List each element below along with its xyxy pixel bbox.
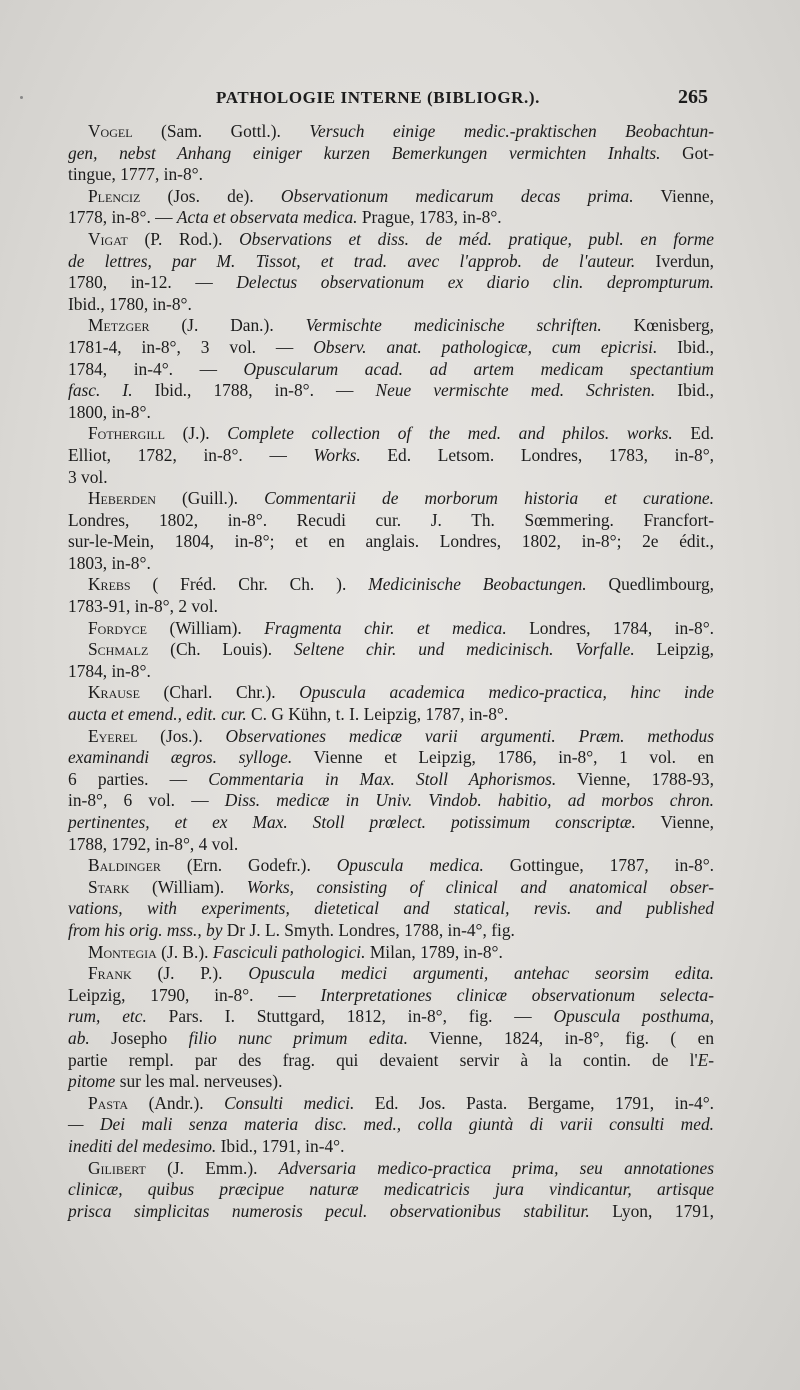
text-segment: Vienne, 1788-93, [556,768,714,789]
text-segment: Vienne, 1824, in-8°, fig. ( en [407,1027,715,1048]
text-line [68,726,714,748]
text-segment: C. G Kühn, t. I. Leipzig, 1787, in-8°. [246,704,509,725]
work-title: Observations et diss. de méd. pratique, publ. en forme [239,228,714,249]
text-line [68,229,714,251]
text-segment: (J. B.). [156,941,213,962]
work-title: from his orig. mss., by [68,919,223,940]
work-title: Opuscula academica medico-practica, hinc inde [299,682,714,703]
text-segment: Elliot, 1782, in-8°. — [68,444,314,465]
work-title: Commentarii de morborum historia et curatione. [264,488,714,509]
author-name: Heberden [88,488,156,509]
text-line [68,1093,714,1115]
text-line [68,186,714,208]
work-title: de lettres, par M. Tissot, et trad. avec l'approb. de l'auteur. [68,250,636,271]
text-segment: Pars. I. Stuttgard, 1812, in-8°, fig. — [146,1006,554,1027]
text-segment: (Jos. de). [140,185,281,206]
text-line [68,315,714,337]
work-title: fasc. I. [68,380,133,401]
work-title: Observationum medicarum decas prima. [280,185,634,206]
text-line [68,488,714,510]
text-line [68,574,714,596]
text-line [68,942,714,964]
text-segment: ( Fréd. Chr. Ch. ). [130,574,369,595]
text-segment: Ed. Jos. Pasta. Bergame, 1791, in-4°. [354,1092,714,1113]
text-segment: Vienne, [633,185,714,206]
work-title: Adversaria medico-practica prima, seu annotationes [278,1157,714,1178]
text-segment: Ibid., [655,380,714,401]
text-segment: (William). [129,876,247,897]
text-line [68,1201,714,1223]
text-segment: Quedlimbourg, [586,574,715,595]
work-title: Commentaria in Max. Stoll Aphorismos. [208,768,557,789]
text-line [68,898,714,920]
text-line [68,855,714,877]
text-segment: (Charl. Chr.). [139,682,300,703]
text-segment: sur les mal. nerveuses). [115,1071,283,1092]
work-title: Fragmenta chir. et medica. [264,617,507,638]
author-name: Fordyce [88,617,148,638]
work-title: Opuscula posthuma, [553,1006,714,1027]
text-segment: Vienne, [635,812,715,832]
text-segment: 1784, in-8°. [68,660,151,681]
text-segment: Leipzig, 1790, in-8°. — [68,984,321,1005]
text-segment: Londres, 1784, in-8°. [506,617,715,638]
text-line [68,877,714,899]
work-title: Opuscula medica. [336,855,484,876]
author-name: Baldinger [88,855,161,876]
work-title: prisca simplicitas numerosis pecul. observationibus stabilitur. [68,1200,590,1221]
text-segment: Ibid., 1780, in-8°. [68,293,192,314]
text-line [68,596,714,618]
text-segment: 6 parties. — [68,768,209,789]
text-line [68,337,714,359]
text-line [68,380,714,402]
work-title: E- [697,1049,714,1070]
author-name: Gilibert [88,1157,146,1178]
running-header [0,86,800,116]
text-segment: 1788, 1792, in-8°, 4 vol. [68,833,239,854]
author-name: Vigat [88,228,128,249]
work-title: Complete collection of the med. and philos. works. [227,423,673,444]
author-name: Schmalz [88,639,149,660]
text-line [68,985,714,1007]
text-segment: 1781-4, in-8°, 3 vol. — [68,336,314,357]
text-line [68,467,714,489]
text-segment: Gottingue, 1787, in-8°. [483,855,715,876]
text-line [68,1158,714,1180]
text-segment: (J.). [165,423,228,444]
author-name: Frank [88,963,132,984]
work-title: Observationes medicæ varii argumenti. Præm. methodus [225,725,714,746]
text-line [68,272,714,294]
author-name: Krebs [88,574,131,595]
author-name: Fothergill [88,423,165,444]
text-line [68,834,714,856]
text-line [68,294,714,316]
page-number: 265 [678,86,708,108]
text-line [68,1028,714,1050]
work-title: examinandi ægros. sylloge. [68,747,293,768]
text-segment: Ibid., [657,336,715,357]
author-name: Vogel [88,121,133,141]
work-title: ab. [68,1027,90,1048]
text-line [68,1050,714,1072]
work-title: vations, with experiments, dietetical and statical, revis. and published [68,898,714,919]
text-segment: Got- [660,142,714,163]
text-line [68,1179,714,1201]
text-segment: Ed. [672,423,715,444]
text-segment: in-8°, 6 vol. — [68,790,225,811]
text-line [68,790,714,812]
text-segment: (William). [147,617,265,638]
work-title: Works. [313,444,361,465]
text-line [68,682,714,704]
work-title: Seltene chir. und medicinisch. Vorfalle. [293,639,635,660]
work-title: pitome [68,1071,116,1092]
text-segment: Kœnisberg, [601,315,714,336]
text-segment: 1784, in-4°. — [68,358,244,379]
text-segment: (J. Emm.). [145,1157,279,1178]
work-title: aucta et emend., edit. cur. [68,704,247,725]
text-segment: tingue, 1777, in-8°. [68,164,203,185]
text-segment: (Jos.). [137,725,226,746]
text-line [68,963,714,985]
work-title: Versuch einige medic.-praktischen Beobachtun- [309,121,714,141]
text-segment: Iverdun, [635,250,714,271]
text-segment: Prague, 1783, in-8°. [357,207,502,228]
text-line [68,769,714,791]
text-line [68,121,714,143]
running-title: PATHOLOGIE INTERNE (BIBLIOGR.). [216,88,541,107]
text-line [68,812,714,834]
text-segment: (J. Dan.). [149,315,306,336]
text-segment: (Ch. Louis). [148,639,294,660]
text-segment: Londres, 1802, in-8°. Recudi cur. J. Th. Sœmmering. Francfort- [68,509,714,530]
author-name: Eyerel [88,725,138,746]
work-title: gen, nebst Anhang einiger kurzen Bemerkungen vermichten Inhalts. [68,142,661,163]
work-title: pertinentes, et ex Max. Stoll prœlect. potissimum conscriptæ. [68,812,636,832]
work-title: Fasciculi pathologici. [212,941,366,962]
text-segment: 1778, in-8°. — [68,207,177,228]
work-title: Delectus observationum ex diario clin. deprompturum. [236,272,714,293]
text-line [68,1006,714,1028]
text-segment: 1783-91, in-8°, 2 vol. [68,596,218,617]
text-line [68,1071,714,1093]
text-line [68,920,714,942]
work-title: Vermischte medicinische schriften. [305,315,602,336]
text-line [68,618,714,640]
text-line [68,359,714,381]
text-line [68,639,714,661]
work-title: Observ. anat. pathologicæ, cum epicrisi. [313,336,658,357]
work-title: Neue vermischte med. Schristen. [375,380,656,401]
author-name: Montegia [88,941,157,962]
text-line [68,143,714,165]
work-title: Opuscula medici argumenti, antehac seorsim edita. [248,963,714,984]
author-name: Plenciz [88,185,141,206]
text-line [68,1136,714,1158]
text-segment: Josepho [89,1027,189,1048]
text-segment: 1780, in-12. — [68,272,237,293]
text-segment: sur-le-Mein, 1804, in-8°; et en anglais. Londres, 1802, in-8°; 2e édit., [68,531,714,552]
text-line [68,747,714,769]
text-segment: (P. Rod.). [127,228,240,249]
text-line [68,251,714,273]
text-segment: (Guill.). [155,488,265,509]
work-title: Opuscularum acad. ad artem medicam spectantium [243,358,714,379]
text-line [68,445,714,467]
text-segment: (J. P.). [131,963,249,984]
text-segment: 1803, in-8°. [68,552,151,573]
text-line [68,531,714,553]
text-segment: Ed. Letsom. Londres, 1783, in-8°, [360,444,715,465]
work-title: Works, consisting of clinical and anatomical obser- [246,876,714,897]
text-segment: 3 vol. [68,466,108,487]
author-name: Stark [88,876,130,897]
text-segment: Leipzig, [634,639,715,660]
text-line [68,402,714,424]
work-title: rum, etc. [68,1006,147,1027]
text-segment: (Sam. Gottl.). [132,121,310,141]
text-line [68,164,714,186]
text-segment: Lyon, 1791, [589,1200,715,1221]
work-title: clinicæ, quibus præcipue naturæ medicatricis jura vindicantur, artisque [68,1179,714,1200]
text-segment: (Andr.). [128,1092,225,1113]
work-title: inediti del medesimo. [68,1135,217,1156]
text-segment: Ibid., 1791, in-4°. [216,1135,345,1156]
text-segment: Milan, 1789, in-8°. [365,941,503,962]
author-name: Metzger [88,315,150,336]
work-title: Interpretationes clinicæ observationum selecta- [320,984,714,1005]
work-title: Diss. medicæ in Univ. Vindob. habitio, ad morbos chron. [224,790,714,811]
author-name: Krause [88,682,140,703]
work-title: Medicinische Beobactungen. [368,574,587,595]
text-line [68,553,714,575]
text-line [68,510,714,532]
author-name: Pasta [88,1092,129,1113]
text-segment: partie rempl. par des frag. qui devaient servir à la contin. de l' [68,1049,698,1070]
text-segment: Dr J. L. Smyth. Londres, 1788, in-4°, fig. [222,919,515,940]
work-title: — Dei mali senza materia disc. med., colla giuntà di varii consulti med. [68,1114,714,1135]
work-title: Consulti medici. [224,1092,355,1113]
text-segment: 1800, in-8°. [68,401,151,422]
text-segment: (Ern. Godefr.). [160,855,337,876]
work-title: filio nunc primum edita. [188,1027,408,1048]
text-segment: Ibid., 1788, in-8°. — [132,380,376,401]
text-line [68,704,714,726]
text-line [68,661,714,683]
bibliography-text [68,121,714,1222]
text-line [68,1114,714,1136]
text-line [68,423,714,445]
text-line [68,207,714,229]
text-segment: Vienne et Leipzig, 1786, in-8°, 1 vol. en [292,747,715,768]
work-title: Acta et observata medica. [176,207,358,228]
